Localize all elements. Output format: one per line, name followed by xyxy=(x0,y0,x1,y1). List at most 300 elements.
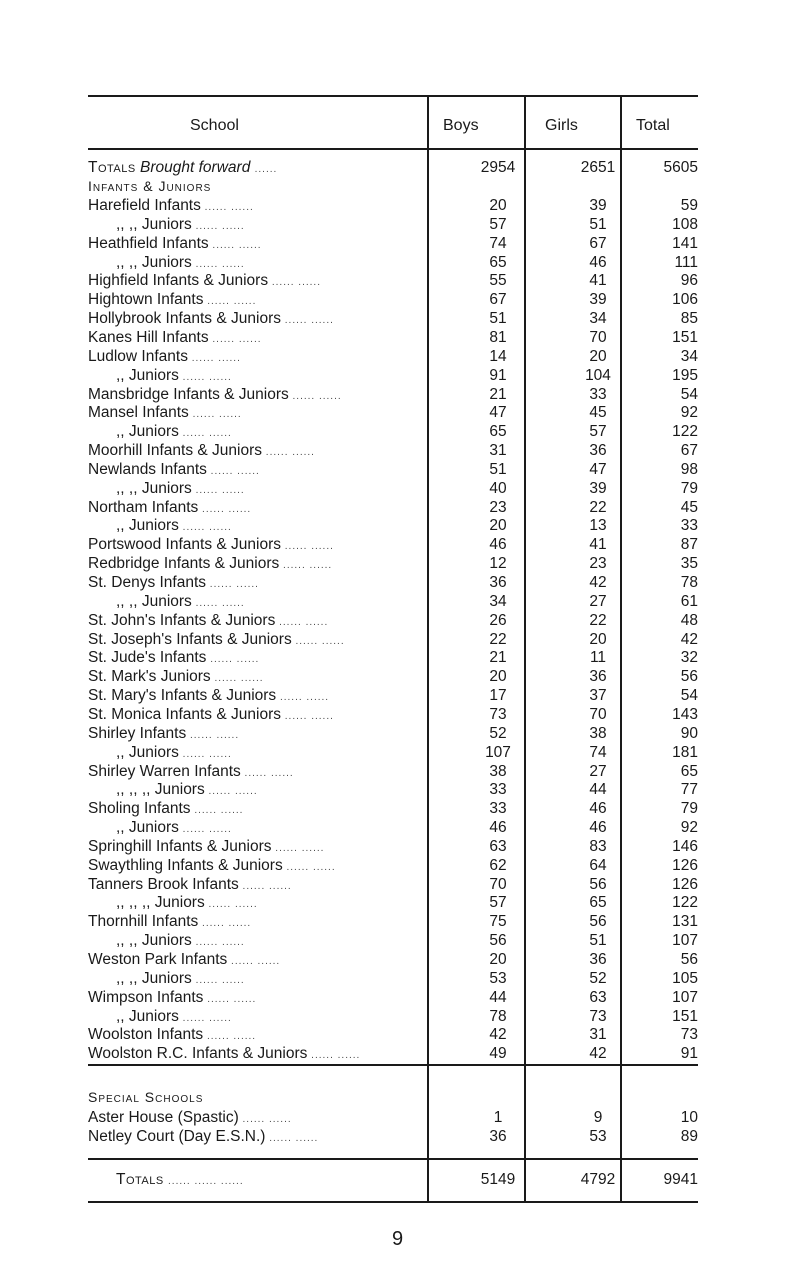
school-name: ,, Juniors ...... ...... xyxy=(116,743,232,761)
school-name: Hollybrook Infants & Juniors ...... ...... xyxy=(88,310,334,328)
cell-total: 143 xyxy=(672,705,698,723)
cell-boys: 56 xyxy=(489,932,507,950)
cell-boys: 81 xyxy=(489,328,507,346)
school-name-text: ,, ,, Juniors xyxy=(116,215,192,233)
school-name: Mansel Infants ...... ...... xyxy=(88,404,242,422)
school-name-text: Newlands Infants xyxy=(88,460,207,478)
school-name: Harefield Infants ...... ...... xyxy=(88,197,254,214)
cell-total: 151 xyxy=(672,328,698,346)
cell-total: 54 xyxy=(680,687,698,705)
cell-girls: 56 xyxy=(589,875,607,893)
cell-total: 10 xyxy=(680,1109,698,1126)
cell-girls: 39 xyxy=(589,291,607,309)
cell-girls: 34 xyxy=(589,310,607,328)
special-school-row xyxy=(88,1127,698,1146)
cell-boys: 70 xyxy=(489,875,507,893)
cell-boys: 31 xyxy=(489,442,507,460)
cell-total: 181 xyxy=(672,743,698,761)
special-school-row xyxy=(88,1108,698,1127)
cell-girls: 74 xyxy=(589,743,607,761)
school-name: St. Denys Infants ...... ...... xyxy=(88,574,259,591)
cell-girls: 41 xyxy=(589,536,607,554)
cell-boys: 34 xyxy=(489,592,507,610)
school-name-text: Swaythling Infants & Juniors xyxy=(88,856,283,874)
header-boys: Boys xyxy=(443,117,479,134)
cell-girls: 22 xyxy=(589,611,607,629)
cell-total: 111 xyxy=(674,253,698,271)
school-name-text: Woolston R.C. Infants & Juniors xyxy=(88,1045,308,1063)
cell-total: 33 xyxy=(680,517,698,535)
cell-total: 106 xyxy=(672,291,698,309)
school-name: Highfield Infants & Juniors ...... ...... xyxy=(88,272,321,290)
cell-girls: 64 xyxy=(589,856,607,874)
cell-total: 98 xyxy=(680,460,698,478)
header-rule xyxy=(88,148,698,150)
cell-girls: 45 xyxy=(589,404,607,422)
school-name-text: Heathfield Infants xyxy=(88,234,209,252)
cell-boys: 33 xyxy=(489,800,507,818)
school-name: Portswood Infants & Juniors ...... ...... xyxy=(88,536,334,554)
cell-total: 35 xyxy=(680,555,698,573)
cell-girls: 73 xyxy=(589,1007,607,1025)
school-row xyxy=(88,385,698,404)
school-name: Mansbridge Infants & Juniors ...... ...... xyxy=(88,385,342,403)
school-name-text: St. Joseph's Infants & Juniors xyxy=(88,630,292,648)
school-name: Springhill Infants & Juniors ...... ...... xyxy=(88,837,325,855)
cell-total: 73 xyxy=(680,1026,698,1044)
cell-total: 122 xyxy=(672,894,698,912)
school-row xyxy=(88,762,698,781)
cell-boys: 51 xyxy=(489,460,507,478)
cell-total: 54 xyxy=(680,385,698,403)
school-name-text: Northam Infants xyxy=(88,498,199,516)
school-name-text: Kanes Hill Infants xyxy=(88,328,209,346)
school-row xyxy=(88,441,698,460)
cell-boys: 1 xyxy=(493,1109,503,1126)
totals-girls: 4792 xyxy=(580,1171,616,1188)
cell-boys: 46 xyxy=(489,536,507,554)
school-name-text: ,, Juniors xyxy=(116,819,179,837)
cell-boys: 107 xyxy=(485,743,511,761)
school-row xyxy=(88,290,698,309)
school-name-text: Netley Court (Day E.S.N.) xyxy=(88,1128,266,1145)
school-row xyxy=(88,366,698,385)
school-row xyxy=(88,743,698,762)
cell-total: 56 xyxy=(680,951,698,968)
school-name: ,, ,, Juniors ...... ...... xyxy=(116,479,245,497)
cell-total: 89 xyxy=(680,1128,698,1145)
cell-total: 87 xyxy=(680,536,698,554)
cell-total: 48 xyxy=(680,611,698,629)
school-name: Moorhill Infants & Juniors ...... ...... xyxy=(88,442,315,460)
school-name-text: ,, ,, ,, Juniors xyxy=(116,781,205,799)
cell-boys: 65 xyxy=(489,423,507,441)
cell-girls: 13 xyxy=(589,517,607,535)
cell-total: 77 xyxy=(680,781,698,799)
cell-boys: 46 xyxy=(489,819,507,837)
school-name: ,, ,, ,, Juniors ...... ...... xyxy=(116,894,258,912)
school-row xyxy=(88,780,698,799)
school-name-text: ,, Juniors xyxy=(116,1007,179,1025)
cell-girls: 46 xyxy=(589,253,607,271)
totals-label: Totals ...... ...... ...... xyxy=(116,1171,244,1188)
cell-boys: 63 xyxy=(489,837,507,855)
cell-girls: 20 xyxy=(589,347,607,365)
school-row xyxy=(88,912,698,931)
school-name: Redbridge Infants & Juniors ...... ...... xyxy=(88,555,333,573)
cell-girls: 47 xyxy=(589,460,607,478)
cell-girls: 37 xyxy=(589,687,607,705)
cell-total: 91 xyxy=(680,1045,698,1063)
cell-girls: 27 xyxy=(589,592,607,610)
school-row xyxy=(88,969,698,988)
school-name-text: St. Jude's Infants xyxy=(88,649,207,667)
school-name: ,, ,, Juniors ...... ...... xyxy=(116,969,245,987)
school-row xyxy=(88,573,698,592)
school-row xyxy=(88,460,698,479)
header-total: Total xyxy=(636,117,670,134)
school-name-text: ,, ,, Juniors xyxy=(116,253,192,271)
school-name: ,, Juniors ...... ...... xyxy=(116,819,232,837)
school-row xyxy=(88,705,698,724)
cell-girls: 51 xyxy=(589,215,607,233)
school-row xyxy=(88,215,698,234)
school-name-text: Ludlow Infants xyxy=(88,347,188,365)
cell-total: 79 xyxy=(680,479,698,497)
main-list-rule xyxy=(88,1064,698,1066)
cell-total: 59 xyxy=(680,197,698,214)
school-name: Newlands Infants ...... ...... xyxy=(88,460,260,478)
school-row xyxy=(88,498,698,517)
totals-bottom-rule xyxy=(88,1201,698,1203)
school-name: ,, ,, Juniors ...... ...... xyxy=(116,215,245,233)
school-row xyxy=(88,950,698,969)
cell-boys: 14 xyxy=(489,347,507,365)
cell-boys: 57 xyxy=(489,215,507,233)
cell-girls: 39 xyxy=(589,479,607,497)
totals-total: 9941 xyxy=(663,1171,698,1188)
cell-girls: 11 xyxy=(589,649,607,667)
cell-total: 56 xyxy=(680,668,698,686)
cell-boys: 55 xyxy=(489,272,507,290)
school-name-text: ,, Juniors xyxy=(116,423,179,441)
cell-girls: 63 xyxy=(589,988,607,1006)
school-name: St. Mary's Infants & Juniors ...... ...... xyxy=(88,687,330,705)
school-row xyxy=(88,234,698,253)
school-name-text: Woolston Infants xyxy=(88,1026,204,1044)
cell-boys: 67 xyxy=(489,291,507,309)
cell-boys: 57 xyxy=(489,894,507,912)
cell-boys: 38 xyxy=(489,762,507,780)
cell-total: 92 xyxy=(680,404,698,422)
section-special-schools: Special Schools xyxy=(88,1089,204,1105)
cell-boys: 53 xyxy=(489,969,507,987)
school-name-text: Hightown Infants xyxy=(88,291,204,309)
cell-girls: 27 xyxy=(589,762,607,780)
school-row xyxy=(88,1044,698,1063)
cell-boys: 12 xyxy=(489,555,507,573)
cell-boys: 52 xyxy=(489,724,507,742)
school-row xyxy=(88,837,698,856)
cell-total: 105 xyxy=(672,969,698,987)
school-name-text: Thornhill Infants xyxy=(88,913,199,931)
school-name: ,, Juniors ...... ...... xyxy=(116,366,232,384)
cell-girls: 53 xyxy=(589,1128,607,1145)
cell-boys: 21 xyxy=(489,385,507,403)
school-name-text: Redbridge Infants & Juniors xyxy=(88,555,280,573)
school-name-text: Weston Park Infants xyxy=(88,951,228,968)
school-name-text: St. Mark's Juniors xyxy=(88,668,211,686)
cell-girls: 31 xyxy=(589,1026,607,1044)
totals-top-rule xyxy=(88,1158,698,1160)
cell-girls: 36 xyxy=(589,442,607,460)
cell-girls: 104 xyxy=(585,366,611,384)
school-row xyxy=(88,686,698,705)
school-name-text: Mansel Infants xyxy=(88,404,189,422)
cell-girls: 70 xyxy=(589,705,607,723)
cell-boys: 20 xyxy=(489,197,507,214)
school-name-text: St. Monica Infants & Juniors xyxy=(88,705,281,723)
school-name-text: Wimpson Infants xyxy=(88,988,204,1006)
school-name: Woolston R.C. Infants & Juniors ...... ...... xyxy=(88,1045,361,1063)
school-name: ,, ,, ,, Juniors ...... ...... xyxy=(116,781,258,799)
cell-girls: 22 xyxy=(589,498,607,516)
cell-total: 146 xyxy=(672,837,698,855)
cell-girls: 83 xyxy=(589,837,607,855)
cell-total: 141 xyxy=(672,234,698,252)
school-name: Tanners Brook Infants ...... ...... xyxy=(88,875,292,893)
school-name-text: Tanners Brook Infants xyxy=(88,875,239,893)
brought-forward-girls: 2651 xyxy=(580,159,616,176)
school-row xyxy=(88,818,698,837)
cell-total: 42 xyxy=(680,630,698,648)
cell-boys: 91 xyxy=(489,366,507,384)
cell-girls: 44 xyxy=(589,781,607,799)
school-row xyxy=(88,253,698,272)
cell-girls: 23 xyxy=(589,555,607,573)
cell-boys: 78 xyxy=(489,1007,507,1025)
cell-total: 195 xyxy=(672,366,698,384)
cell-girls: 57 xyxy=(589,423,607,441)
school-name: ,, ,, Juniors ...... ...... xyxy=(116,592,245,610)
school-row xyxy=(88,271,698,290)
school-row xyxy=(88,422,698,441)
cell-boys: 74 xyxy=(489,234,507,252)
cell-boys: 36 xyxy=(489,1128,507,1145)
school-row xyxy=(88,309,698,328)
school-name: Swaythling Infants & Juniors ...... ...... xyxy=(88,856,336,874)
top-rule xyxy=(88,95,698,97)
school-row xyxy=(88,516,698,535)
cell-total: 108 xyxy=(672,215,698,233)
cell-total: 151 xyxy=(672,1007,698,1025)
cell-girls: 36 xyxy=(589,668,607,686)
cell-girls: 39 xyxy=(589,197,607,214)
cell-total: 131 xyxy=(672,913,698,931)
cell-total: 126 xyxy=(672,875,698,893)
school-row xyxy=(88,554,698,573)
school-name-text: Springhill Infants & Juniors xyxy=(88,837,272,855)
school-name: Northam Infants ...... ...... xyxy=(88,498,252,516)
cell-boys: 42 xyxy=(489,1026,507,1044)
brought-forward-row xyxy=(88,158,698,177)
school-name-text: ,, ,, Juniors xyxy=(116,479,192,497)
cell-girls: 46 xyxy=(589,819,607,837)
school-name: ,, ,, Juniors ...... ...... xyxy=(116,932,245,950)
cell-girls: 65 xyxy=(589,894,607,912)
cell-boys: 23 xyxy=(489,498,507,516)
cell-girls: 42 xyxy=(589,1045,607,1063)
cell-total: 34 xyxy=(680,347,698,365)
school-name: St. Joseph's Infants & Juniors ...... ...... xyxy=(88,630,345,648)
school-name-text: Portswood Infants & Juniors xyxy=(88,536,281,554)
school-name-text: Moorhill Infants & Juniors xyxy=(88,442,263,460)
cell-total: 90 xyxy=(680,724,698,742)
cell-total: 126 xyxy=(672,856,698,874)
brought-forward-label: Totals Brought forward ...... xyxy=(88,159,278,176)
cell-total: 122 xyxy=(672,423,698,441)
school-name: St. John's Infants & Juniors ...... ...... xyxy=(88,611,329,629)
school-name-text: Hollybrook Infants & Juniors xyxy=(88,310,281,328)
totals-word: Totals xyxy=(88,159,136,176)
cell-girls: 52 xyxy=(589,969,607,987)
cell-total: 79 xyxy=(680,800,698,818)
page-number: 9 xyxy=(392,1228,404,1250)
cell-boys: 49 xyxy=(489,1045,507,1063)
brought-forward-total: 5605 xyxy=(663,159,698,176)
school-row xyxy=(88,931,698,950)
cell-girls: 41 xyxy=(589,272,607,290)
school-row xyxy=(88,856,698,875)
school-name: Shirley Warren Infants ...... ...... xyxy=(88,762,294,780)
totals-label-text: Totals xyxy=(116,1171,164,1188)
school-row xyxy=(88,630,698,649)
cell-total: 61 xyxy=(680,592,698,610)
school-row xyxy=(88,535,698,554)
school-name: Sholing Infants ...... ...... xyxy=(88,800,244,818)
school-name-text: ,, ,, ,, Juniors xyxy=(116,894,205,912)
cell-girls: 9 xyxy=(593,1109,603,1126)
school-row xyxy=(88,799,698,818)
school-name: Wimpson Infants ...... ...... xyxy=(88,988,257,1006)
school-name: Shirley Infants ...... ...... xyxy=(88,724,240,742)
school-name-text: ,, Juniors xyxy=(116,517,179,535)
school-name-text: ,, ,, Juniors xyxy=(116,932,192,950)
school-row xyxy=(88,328,698,347)
school-name-text: Mansbridge Infants & Juniors xyxy=(88,385,289,403)
cell-total: 65 xyxy=(680,762,698,780)
cell-boys: 36 xyxy=(489,574,507,591)
cell-boys: 73 xyxy=(489,705,507,723)
school-name: ,, Juniors ...... ...... xyxy=(116,423,232,441)
cell-boys: 17 xyxy=(489,687,507,705)
cell-total: 45 xyxy=(680,498,698,516)
cell-girls: 33 xyxy=(589,385,607,403)
cell-boys: 26 xyxy=(489,611,507,629)
totals-row xyxy=(88,1170,698,1189)
cell-girls: 67 xyxy=(589,234,607,252)
cell-boys: 40 xyxy=(489,479,507,497)
cell-boys: 33 xyxy=(489,781,507,799)
school-row xyxy=(88,479,698,498)
cell-girls: 38 xyxy=(589,724,607,742)
school-name: St. Mark's Juniors ...... ...... xyxy=(88,668,264,686)
cell-boys: 62 xyxy=(489,856,507,874)
school-row xyxy=(88,1007,698,1026)
cell-boys: 47 xyxy=(489,404,507,422)
school-row xyxy=(88,724,698,743)
header-school: School xyxy=(190,117,239,134)
cell-boys: 65 xyxy=(489,253,507,271)
cell-girls: 42 xyxy=(589,574,607,591)
cell-boys: 21 xyxy=(489,649,507,667)
school-name: ,, ,, Juniors ...... ...... xyxy=(116,253,245,271)
school-name: Thornhill Infants ...... ...... xyxy=(88,913,252,931)
school-name: St. Jude's Infants ...... ...... xyxy=(88,649,260,667)
cell-total: 67 xyxy=(680,442,698,460)
totals-boys: 5149 xyxy=(480,1171,516,1188)
school-row xyxy=(88,347,698,366)
school-name: ,, Juniors ...... ...... xyxy=(116,517,232,535)
school-row xyxy=(88,893,698,912)
school-row xyxy=(88,667,698,686)
school-name: Weston Park Infants ...... ...... xyxy=(88,951,281,968)
school-name: ,, Juniors ...... ...... xyxy=(116,1007,232,1025)
school-name-text: Shirley Infants xyxy=(88,724,187,742)
section-infants-juniors: Infants & Juniors xyxy=(88,178,212,194)
school-name-text: ,, Juniors xyxy=(116,743,179,761)
cell-total: 96 xyxy=(680,272,698,290)
cell-boys: 20 xyxy=(489,517,507,535)
cell-total: 32 xyxy=(680,649,698,667)
school-name: Hightown Infants ...... ...... xyxy=(88,291,257,309)
school-name: Kanes Hill Infants ...... ...... xyxy=(88,328,262,346)
school-row xyxy=(88,196,698,215)
brought-forward-boys: 2954 xyxy=(480,159,516,176)
school-name-text: St. Mary's Infants & Juniors xyxy=(88,687,277,705)
school-name-text: Harefield Infants xyxy=(88,197,201,214)
school-row xyxy=(88,403,698,422)
cell-girls: 70 xyxy=(589,328,607,346)
cell-boys: 51 xyxy=(489,310,507,328)
school-name: Woolston Infants ...... ...... xyxy=(88,1026,257,1044)
cell-girls: 20 xyxy=(589,630,607,648)
school-name-text: Shirley Warren Infants xyxy=(88,762,241,780)
cell-girls: 46 xyxy=(589,800,607,818)
cell-boys: 44 xyxy=(489,988,507,1006)
school-row xyxy=(88,875,698,894)
cell-boys: 20 xyxy=(489,668,507,686)
school-name: Heathfield Infants ...... ...... xyxy=(88,234,262,252)
cell-girls: 51 xyxy=(589,932,607,950)
cell-boys: 20 xyxy=(489,951,507,968)
school-row xyxy=(88,611,698,630)
school-name-text: Highfield Infants & Juniors xyxy=(88,272,269,290)
school-row xyxy=(88,1025,698,1044)
cell-total: 78 xyxy=(680,574,698,591)
cell-total: 107 xyxy=(672,932,698,950)
cell-total: 92 xyxy=(680,819,698,837)
cell-boys: 22 xyxy=(489,630,507,648)
school-name: Ludlow Infants ...... ...... xyxy=(88,347,241,365)
cell-boys: 75 xyxy=(489,913,507,931)
school-name-text: ,, Juniors xyxy=(116,366,179,384)
school-name: Netley Court (Day E.S.N.) ...... ...... xyxy=(88,1128,319,1145)
school-name: Aster House (Spastic) ...... ...... xyxy=(88,1109,292,1126)
school-name-text: ,, ,, Juniors xyxy=(116,592,192,610)
school-row xyxy=(88,592,698,611)
school-row xyxy=(88,648,698,667)
